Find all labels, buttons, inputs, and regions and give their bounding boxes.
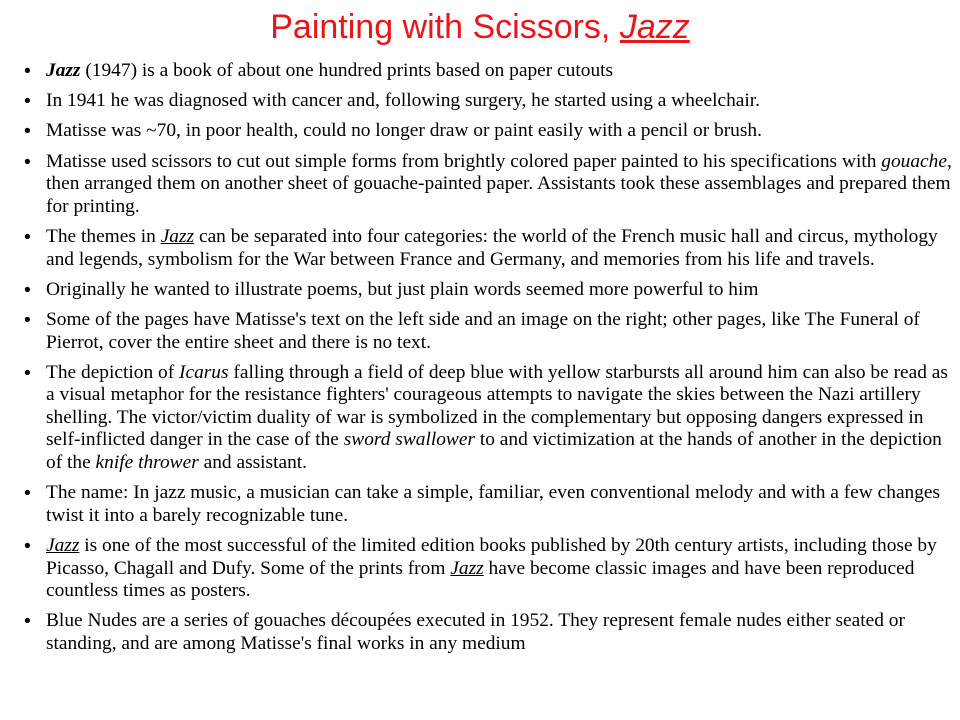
bullet-text: can be separated into four categories: the world of the French music hall and circus, mythology and legends, symbolism for the War between France and Germany, and memories from his life and travels. xyxy=(46,225,938,270)
slide-title xyxy=(0,6,960,48)
bullet-text: have become classic images and have been reproduced countless times as posters. xyxy=(46,557,915,602)
bullet-item xyxy=(24,90,952,113)
bullet-text: Blue Nudes are a series of gouaches découpées executed in 1952. They represent female nudes either seated or standing, and are among Matisse's final works in any medium xyxy=(46,610,905,654)
slide-title-text: Painting with Scissors, xyxy=(270,8,620,46)
bullet-item xyxy=(24,610,952,655)
bullet-list xyxy=(24,60,952,663)
bullet-text: Some of the pages have Matisse's text on the left side and an image on the right; other pages, like The Funeral of Pierrot, cover the entire sheet and there is no text. xyxy=(46,308,920,353)
bullet-text: (1947) is a book of about one hundred prints based on paper cutouts xyxy=(80,60,614,81)
bullet-text: Icarus xyxy=(179,361,229,383)
bullet-text: is one of the most successful of the limited edition books published by 20th century artists, including those by Picasso, Chagall and Dufy. Some of the prints from xyxy=(46,535,937,579)
slide-title-jazz-link[interactable]: Jazz xyxy=(619,8,690,46)
bullet-item xyxy=(24,535,952,603)
bullet-text: The name: In jazz music, a musician can take a simple, familiar, even conventional melody and with a few changes twist it into a barely recognizable tune. xyxy=(46,482,941,526)
bullet-text: gouache xyxy=(881,150,947,172)
bullet-item xyxy=(24,482,952,527)
bullet-text: The themes in xyxy=(46,225,161,247)
bullet-item xyxy=(24,279,952,302)
bullet-text: Matisse used scissors to cut out simple forms from brightly colored paper painted to his specifications with xyxy=(46,150,882,172)
jazz-link[interactable]: Jazz xyxy=(46,535,80,557)
bullet-item xyxy=(24,60,952,83)
jazz-link[interactable]: Jazz xyxy=(160,225,195,247)
bullet-text: and assistant. xyxy=(198,452,308,474)
bullet-text: , then arranged them on another sheet of gouache-painted paper. Assistants took these assemblages and prepared them for printing. xyxy=(46,150,952,217)
bullet-text: knife thrower xyxy=(95,452,199,474)
bullet-item xyxy=(24,362,952,475)
bullet-text: to and victimization at the hands of another in the depiction of the xyxy=(46,429,942,474)
bullet-item xyxy=(24,151,952,219)
bullet-item xyxy=(24,309,952,354)
bullet-text: falling through a field of deep blue with yellow starbursts all around him can also be read as a visual metaphor for the resistance fighters' courageous attempts to navigate the skies between the Nazi artillery shelling. The victor/victim duality of war is symbolized in the complementary but opposing dangers expressed in self-inflicted danger in the case of the xyxy=(46,361,948,451)
bullet-text: In 1941 he was diagnosed with cancer and, following surgery, he started using a wheelchair. xyxy=(46,90,761,112)
bullet-text: Originally he wanted to illustrate poems, but just plain words seemed more powerful to him xyxy=(46,278,759,300)
bullet-text: sword swallower xyxy=(343,429,476,451)
bullet-text: Jazz xyxy=(46,60,81,81)
jazz-link[interactable]: Jazz xyxy=(450,557,484,579)
bullet-item xyxy=(24,226,952,271)
bullet-text: Matisse was ~70, in poor health, could no longer draw or paint easily with a pencil or brush. xyxy=(46,120,762,142)
bullet-text: The depiction of xyxy=(46,361,179,383)
bullet-item xyxy=(24,120,952,143)
